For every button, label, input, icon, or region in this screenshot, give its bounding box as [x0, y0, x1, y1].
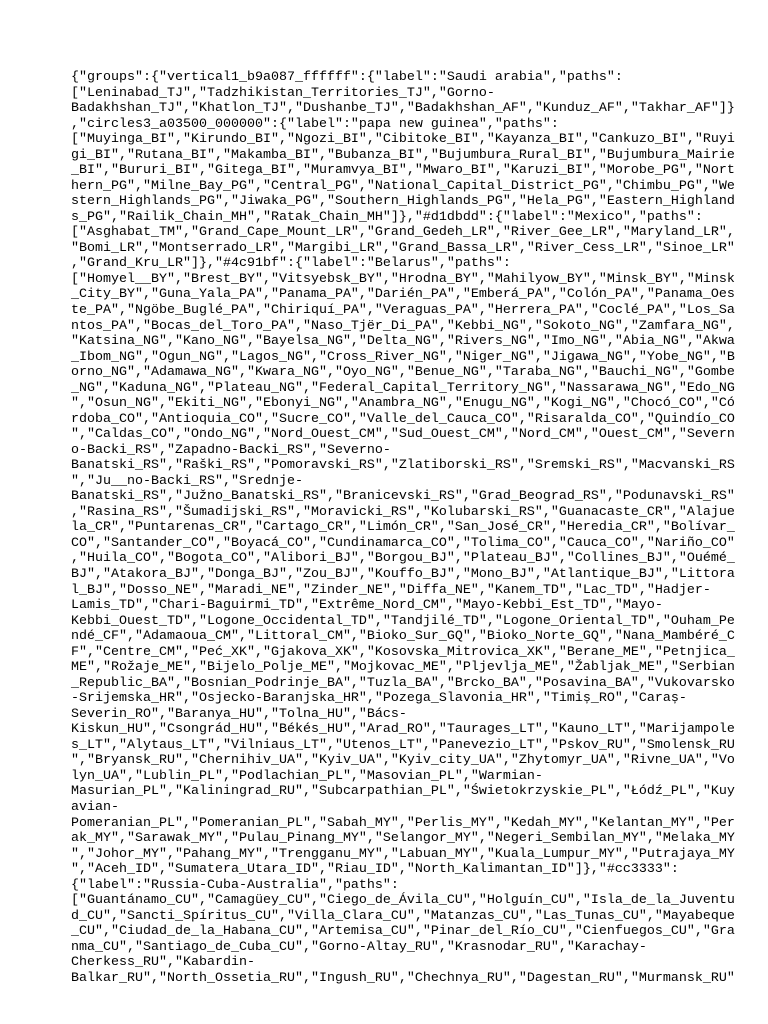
text-line: Badakhshan_TJ","Khatlon_TJ","Dushanbe_TJ","Badakhshan_AF","Kunduz_AF","Takhar_AF"]}: [71, 101, 735, 117]
text-line: _Ibom_NG","Ogun_NG","Lagos_NG","Cross_River_NG","Niger_NG","Jigawa_NG","Yobe_NG","B: [71, 349, 735, 365]
text-line: o-Backi_RS","Zapadno-Backi_RS","Severno-: [71, 442, 391, 458]
text-line: ","Osun_NG","Ekiti_NG","Ebonyi_NG","Anambra_NG","Enugu_NG","Kogi_NG","Chocó_CO","Có: [71, 396, 735, 412]
text-line: _City_BY","Guna_Yala_PA","Panama_PA","Darién_PA","Emberá_PA","Colón_PA","Panama_Oes: [71, 287, 735, 303]
text-line: hern_PG","Milne_Bay_PG","Central_PG","National_Capital_District_PG","Chimbu_PG","We: [71, 178, 735, 194]
text-line: _Republic_BA","Bosnian_Podrinje_BA","Tuzla_BA","Brcko_BA","Posavina_BA","Vukovarsko: [71, 675, 735, 691]
text-line: s_LT","Alytaus_LT","Vilniaus_LT","Utenos_LT","Panevezio_LT","Pskov_RU","Smolensk_RU: [71, 737, 735, 753]
text-line: ak_MY","Sarawak_MY","Pulau_Pinang_MY","Selangor_MY","Negeri_Sembilan_MY","Melaka_MY: [71, 831, 735, 847]
text-line: te_PA","Ngöbe_Buglé_PA","Chiriquí_PA","Veraguas_PA","Herrera_PA","Coclé_PA","Los_Sa: [71, 302, 735, 318]
text-line: orno_NG","Adamawa_NG","Kwara_NG","Oyo_NG","Benue_NG","Taraba_NG","Bauchi_NG","Gombe: [71, 365, 735, 381]
text-line: Banatski_RS","Raški_RS","Pomoravski_RS","Zlatiborski_RS","Sremski_RS","Macvanski_RS: [71, 458, 735, 474]
text-line: CO","Santander_CO","Boyacá_CO","Cundinamarca_CO","Tolima_CO","Cauca_CO","Nariño_CO": [71, 535, 735, 551]
text-line: _NG","Kaduna_NG","Plateau_NG","Federal_Capital_Territory_NG","Nassarawa_NG","Edo_NG: [71, 380, 735, 396]
text-line: ME","Rožaje_ME","Bijelo_Polje_ME","Mojkovac_ME","Pljevlja_ME","Žabljak_ME","Serbian: [71, 660, 735, 676]
text-line: Balkar_RU","North_Ossetia_RU","Ingush_RU","Chechnya_RU","Dagestan_RU","Murmansk_RU": [71, 970, 735, 986]
text-line: s_PG","Railik_Chain_MH","Ratak_Chain_MH"]},"#d1dbdd":{"label":"Mexico","paths":: [71, 209, 703, 225]
text-line: Kebbi_Ouest_TD","Logone_Occidental_TD","Tandjilé_TD","Logone_Oriental_TD","Ouham_Pe: [71, 613, 735, 629]
text-line: "Bomi_LR","Montserrado_LR","Margibi_LR","Grand_Bassa_LR","River_Cess_LR","Sinoe_LR": [71, 240, 735, 256]
json-text-block: [71, 70, 735, 986]
text-line: ["Leninabad_TJ","Tadzhikistan_Territories_TJ","Gorno-: [71, 85, 495, 101]
text-line: ","Johor_MY","Pahang_MY","Trengganu_MY","Labuan_MY","Kuala_Lumpur_MY","Putrajaya_MY: [71, 846, 735, 862]
text-line: avian-: [71, 799, 119, 815]
text-line: _BI","Bururi_BI","Gitega_BI","Muramvya_BI","Mwaro_BI","Karuzi_BI","Morobe_PG","Nort: [71, 163, 735, 179]
text-line: Cherkess_RU","Kabardin-: [71, 955, 255, 971]
text-line: Lamis_TD","Chari-Baguirmi_TD","Extrême_Nord_CM","Mayo-Kebbi_Est_TD","Mayo-: [71, 598, 663, 614]
text-line: d_CU","Sancti_Spíritus_CU","Villa_Clara_CU","Matanzas_CU","Las_Tunas_CU","Mayabeque: [71, 908, 735, 924]
text-line: ","Caldas_CO","Ondo_NG","Nord_Ouest_CM","Sud_Ouest_CM","Nord_CM","Ouest_CM","Severn: [71, 427, 735, 443]
text-line: ntos_PA","Bocas_del_Toro_PA","Naso_Tjër_Di_PA","Kebbi_NG","Sokoto_NG","Zamfara_NG",: [71, 318, 735, 334]
text-line: ["Muyinga_BI","Kirundo_BI","Ngozi_BI","Cibitoke_BI","Kayanza_BI","Cankuzo_BI","Ruyi: [71, 132, 735, 148]
text-line: Severin_RO","Baranya_HU","Tolna_HU","Bács-: [71, 706, 407, 722]
text-line: la_CR","Puntarenas_CR","Cartago_CR","Limón_CR","San_José_CR","Heredia_CR","Bolívar_: [71, 520, 735, 536]
text-line: "Katsina_NG","Kano_NG","Bayelsa_NG","Delta_NG","Rivers_NG","Imo_NG","Abia_NG","Akwa: [71, 334, 735, 350]
text-line: F","Centre_CM","Peć_XK","Gjakova_XK","Kosovska_Mitrovica_XK","Berane_ME","Petnjica_: [71, 644, 735, 660]
text-line: ["Homyel__BY","Brest_BY","Vitsyebsk_BY","Hrodna_BY","Mahilyow_BY","Minsk_BY","Minsk: [71, 271, 735, 287]
text-line: Pomeranian_PL","Pomeranian_PL","Sabah_MY","Perlis_MY","Kedah_MY","Kelantan_MY","Per: [71, 815, 735, 831]
text-line: ,"Rasina_RS","Šumadijski_RS","Moravicki_RS","Kolubarski_RS","Guanacaste_CR","Alajue: [71, 504, 735, 520]
text-line: gi_BI","Rutana_BI","Makamba_BI","Bubanza_BI","Bujumbura_Rural_BI","Bujumbura_Mairie: [71, 147, 735, 163]
text-line: BJ","Atakora_BJ","Donga_BJ","Zou_BJ","Kouffo_BJ","Mono_BJ","Atlantique_BJ","Littora: [71, 567, 735, 582]
text-line: ","Bryansk_RU","Chernihiv_UA","Kyiv_UA","Kyiv_city_UA","Zhytomyr_UA","Rivne_UA","Vo: [71, 753, 735, 769]
text-line: ,"circles3_a03500_000000":{"label":"papa new guinea","paths":: [71, 116, 559, 132]
text-line: rdoba_CO","Antioquia_CO","Sucre_CO","Valle_del_Cauca_CO","Risaralda_CO","Quindío_CO: [71, 411, 735, 427]
text-line: Masurian_PL","Kaliningrad_RU","Subcarpathian_PL","Świetokrzyskie_PL","Łódź_PL","Kuy: [71, 784, 735, 800]
text-line: {"label":"Russia-Cuba-Australia","paths":: [71, 877, 399, 893]
text-line: ","Ju__no-Backi_RS","Srednje-: [71, 473, 303, 489]
text-line: {"groups":{"vertical1_b9a087_ffffff":{"label":"Saudi arabia","paths":: [71, 70, 623, 85]
text-line: ndé_CF","Adamaoua_CM","Littoral_CM","Bioko_Sur_GQ","Bioko_Norte_GQ","Nana_Mambéré_C: [71, 629, 735, 645]
text-line: ,"Huila_CO","Bogota_CO","Alibori_BJ","Borgou_BJ","Plateau_BJ","Collines_BJ","Ouémé_: [71, 551, 735, 567]
text-line: ,"Grand_Kru_LR"]},"#4c91bf":{"label":"Belarus","paths":: [71, 256, 511, 272]
text-line: l_BJ","Dosso_NE","Maradi_NE","Zinder_NE","Diffa_NE","Kanem_TD","Lac_TD","Hadjer-: [71, 582, 711, 598]
text-line: lyn_UA","Lublin_PL","Podlachian_PL","Masovian_PL","Warmian-: [71, 768, 543, 784]
text-line: Kiskun_HU","Csongrád_HU","Békés_HU","Arad_RO","Taurages_LT","Kauno_LT","Marijampole: [71, 722, 735, 738]
text-line: nma_CU","Santiago_de_Cuba_CU","Gorno-Altay_RU","Krasnodar_RU","Karachay-: [71, 939, 647, 955]
text-line: -Srijemska_HR","Osjecko-Baranjska_HR","Pozega_Slavonia_HR","Timiș_RO","Caraș-: [71, 691, 687, 707]
text-line: stern_Highlands_PG","Jiwaka_PG","Southern_Highlands_PG","Hela_PG","Eastern_Highland: [71, 194, 735, 210]
text-line: ["Asghabat_TM","Grand_Cape_Mount_LR","Grand_Gedeh_LR","River_Gee_LR","Maryland_LR",: [71, 225, 735, 241]
text-line: ","Aceh_ID","Sumatera_Utara_ID","Riau_ID","North_Kalimantan_ID"]},"#cc3333":: [71, 862, 679, 878]
text-line: ["Guantánamo_CU","Camagüey_CU","Ciego_de_Ávila_CU","Holguín_CU","Isla_de_la_Juventu: [71, 893, 735, 909]
text-line: Banatski_RS","Južno_Banatski_RS","Branicevski_RS","Grad_Beograd_RS","Podunavski_RS": [71, 489, 735, 505]
text-line: _CU","Ciudad_de_la_Habana_CU","Artemisa_CU","Pinar_del_Río_CU","Cienfuegos_CU","Gra: [71, 924, 735, 940]
